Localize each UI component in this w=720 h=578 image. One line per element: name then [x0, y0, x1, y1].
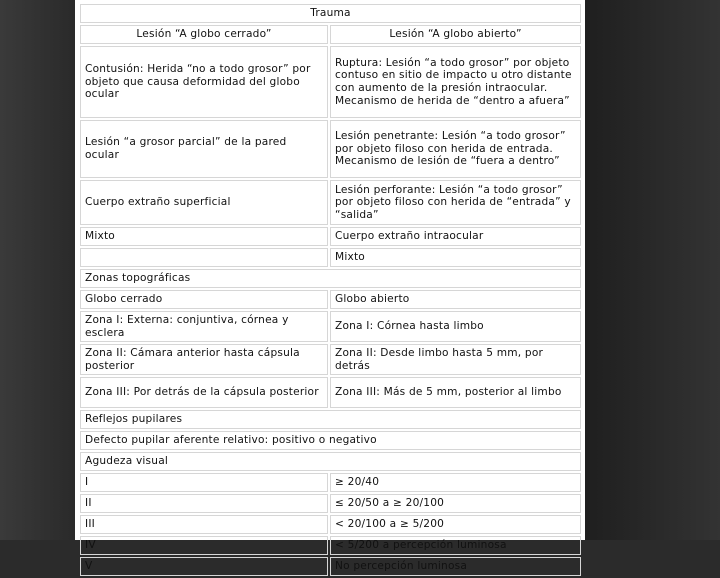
- pupil-defect-text: Defecto pupilar aferente relativo: positivo o negativo: [80, 431, 581, 450]
- acuity-heading: Agudeza visual: [80, 452, 581, 471]
- trauma-classification-table: [78, 2, 583, 578]
- acuity-value: ≤ 20/50 a ≥ 20/100: [330, 494, 581, 513]
- open-lesion-intraocular-foreign-body: Cuerpo extraño intraocular: [330, 227, 581, 246]
- header-closed-globe: Lesión “A globo cerrado”: [80, 25, 328, 44]
- zones-heading: Zonas topográficas: [80, 269, 581, 288]
- slide-background-left: [0, 0, 75, 540]
- closed-lesion-empty: [80, 248, 328, 267]
- table-title: Trauma: [80, 4, 581, 23]
- zones-col-open: Globo abierto: [330, 290, 581, 309]
- slide-background-right: [580, 0, 720, 540]
- zones-col-closed: Globo cerrado: [80, 290, 328, 309]
- acuity-grade: I: [80, 473, 328, 492]
- acuity-grade: IV: [80, 536, 328, 555]
- header-open-globe: Lesión “A globo abierto”: [330, 25, 581, 44]
- zone-2-open: Zona II: Desde limbo hasta 5 mm, por detrás: [330, 344, 581, 375]
- zone-3-closed: Zona III: Por detrás de la cápsula posterior: [80, 377, 328, 408]
- open-lesion-mixed: Mixto: [330, 248, 581, 267]
- closed-lesion-partial-thickness: Lesión “a grosor parcial” de la pared ocular: [80, 120, 328, 178]
- zone-2-closed: Zona II: Cámara anterior hasta cápsula posterior: [80, 344, 328, 375]
- acuity-value: No percepción luminosa: [330, 557, 581, 576]
- closed-lesion-contusion: Contusión: Herida “no a todo grosor” por objeto que causa deformidad del globo ocular: [80, 46, 328, 118]
- trauma-table-sheet: [75, 0, 585, 573]
- acuity-value: < 5/200 a percepción luminosa: [330, 536, 581, 555]
- acuity-grade: II: [80, 494, 328, 513]
- acuity-value: ≥ 20/40: [330, 473, 581, 492]
- acuity-value: < 20/100 a ≥ 5/200: [330, 515, 581, 534]
- zone-1-closed: Zona I: Externa: conjuntiva, córnea y esclera: [80, 311, 328, 342]
- closed-lesion-mixed: Mixto: [80, 227, 328, 246]
- closed-lesion-superficial-foreign-body: Cuerpo extraño superficial: [80, 180, 328, 225]
- pupil-heading: Reflejos pupilares: [80, 410, 581, 429]
- acuity-grade: V: [80, 557, 328, 576]
- open-lesion-rupture: Ruptura: Lesión “a todo grosor” por objeto contuso en sitio de impacto u otro distante con aumento de la presión intraocular. Mecanismo de herida de “dentro a afuera”: [330, 46, 581, 118]
- open-lesion-perforating: Lesión perforante: Lesión “a todo grosor” por objeto filoso con herida de “entrada” y “salida”: [330, 180, 581, 225]
- zone-3-open: Zona III: Más de 5 mm, posterior al limbo: [330, 377, 581, 408]
- acuity-grade: III: [80, 515, 328, 534]
- zone-1-open: Zona I: Córnea hasta limbo: [330, 311, 581, 342]
- open-lesion-penetrating: Lesión penetrante: Lesión “a todo grosor” por objeto filoso con herida de entrada. Mecanismo de lesión de “fuera a dentro”: [330, 120, 581, 178]
